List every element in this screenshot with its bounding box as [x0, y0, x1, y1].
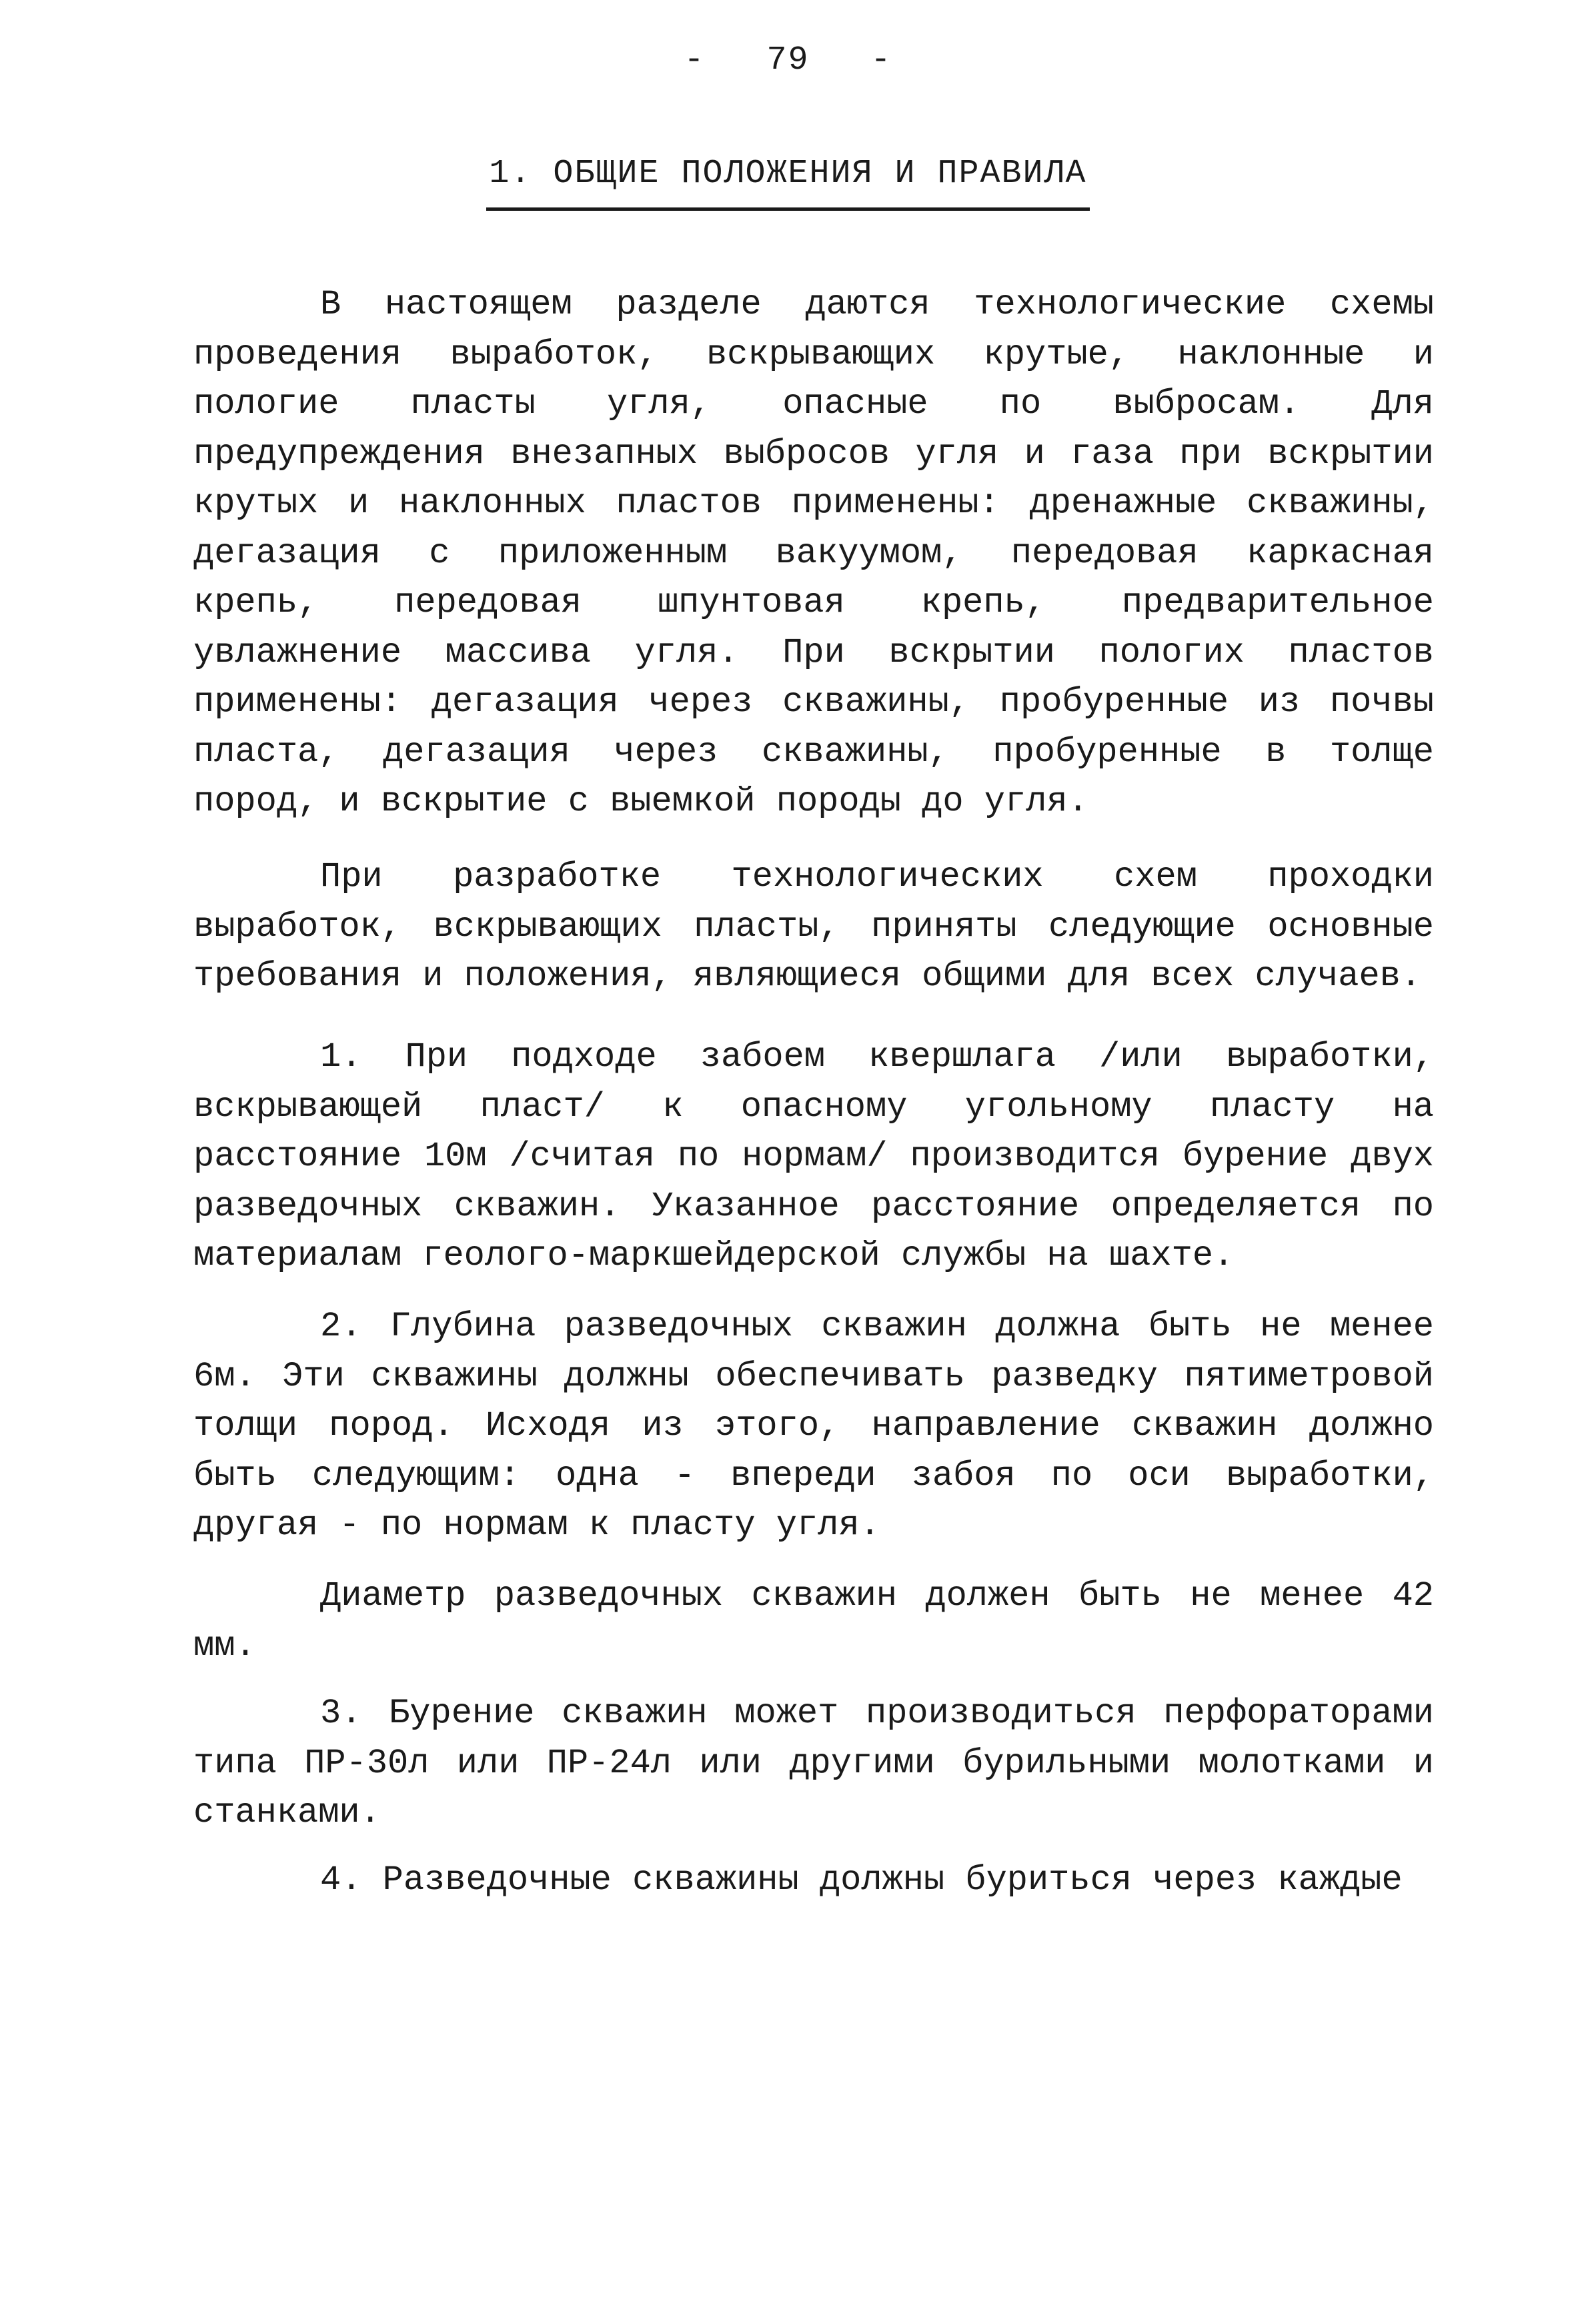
paragraph-item-1: 1. При подходе забоем квершлага /или выработки, вскрывающей пласт/ к опасному угольному пласту на расстояние 10м /считая по нормам/ производится бурение двух разведочных скважин. Указанное расстояние определяется по материалам геолого-маркшейдерской службы на шахте.	[193, 1037, 1434, 1275]
section-heading-block	[0, 155, 1576, 211]
paragraph-intro: В настоящем разделе даются технологические схемы проведения выработок, вскрывающих крутые, наклонные и пологие пласты угля, опасные по выбросам. Для предупреждения внезапных выбросов угля и газа при вскрытии крутых и наклонных пластов применены: дренажные скважины, дегазация с приложенным вакуумом, передовая каркасная крепь, передовая шпунтовая крепь, предварительное увлажнение массива угля. При вскрытии пологих пластов применены: дегазация через скважины, пробуренные из почвы пласта, дегазация через скважины, пробуренные в толще пород, и вскрытие с выемкой породы до угля.	[193, 285, 1434, 821]
paragraph-diameter: Диаметр разведочных скважин должен быть не менее 42 мм.	[193, 1576, 1434, 1666]
section-heading: 1. ОБЩИЕ ПОЛОЖЕНИЯ И ПРАВИЛА	[486, 155, 1089, 211]
paragraph-item-2: 2. Глубина разведочных скважин должна быть не менее 6м. Эти скважины должны обеспечивать разведку пятиметровой толщи пород. Исходя из этого, направление скважин должно быть следующим: одна - впереди забоя по оси выработки, другая - по нормам к пласту угля.	[193, 1307, 1434, 1545]
paragraph-item-4: 4. Разведочные скважины должны буриться через каждые	[320, 1860, 1403, 1900]
paragraph-requirements: При разработке технологических схем проходки выработок, вскрывающих пласты, приняты следующие основные требования и положения, являющиеся общими для всех случаев.	[193, 857, 1434, 996]
paragraph-item-3: 3. Бурение скважин может производиться перфораторами типа ПР-30л или ПР-24л или другими бурильными молотками и станками.	[193, 1694, 1434, 1832]
page-number-dash-left: -	[684, 41, 706, 79]
page-number-line	[0, 41, 1576, 79]
page-number: 79	[766, 41, 810, 79]
page-number-dash-right: -	[870, 41, 892, 79]
